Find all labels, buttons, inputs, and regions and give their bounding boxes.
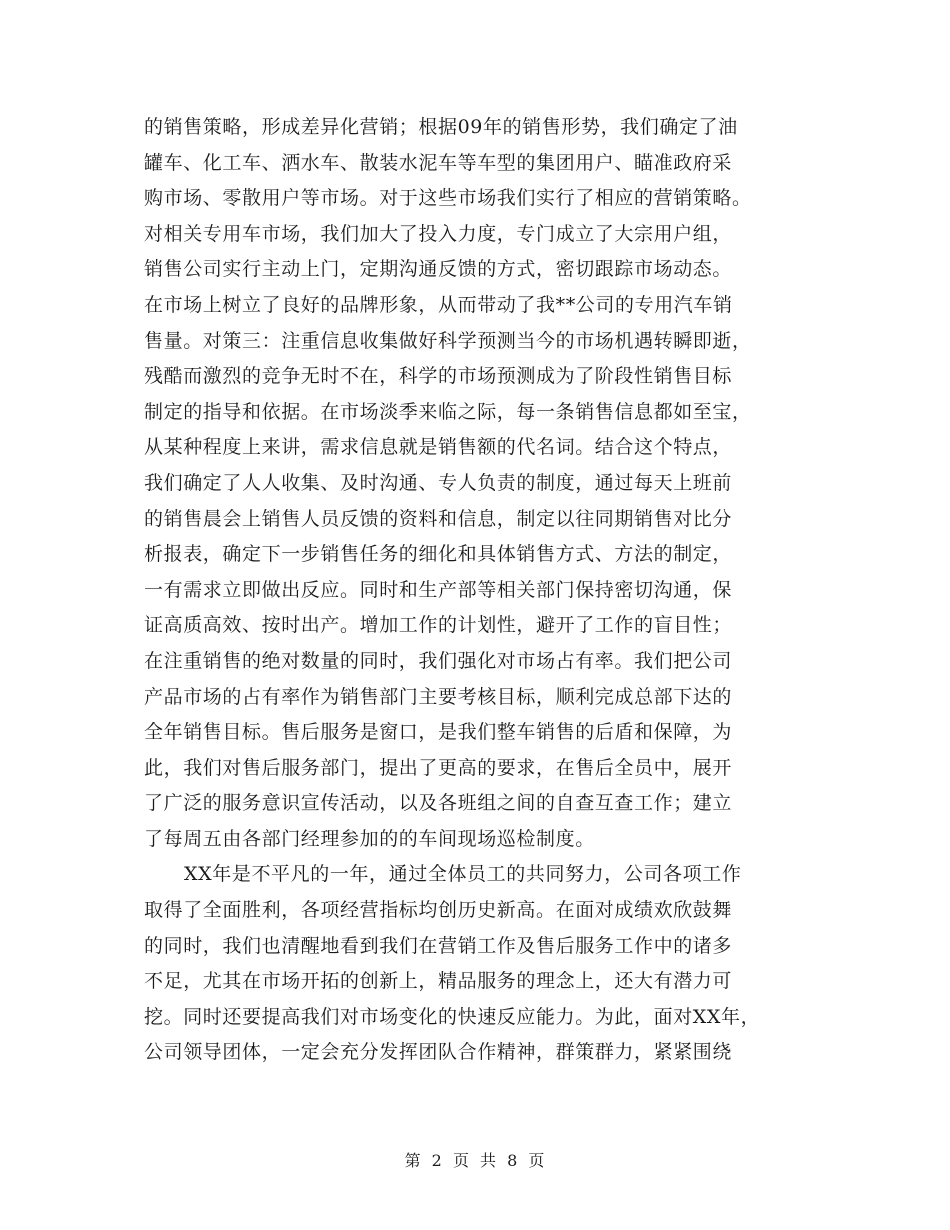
- paragraph-2-line-1: XX年是不平凡的一年，通过全体员工的共同努力，公司各项工作: [184, 863, 742, 886]
- paragraph-1-line-21: 了每周五由各部门经理参加的的车间现场巡检制度。: [144, 827, 595, 850]
- paragraph-1-line-19: 此，我们对售后服务部门，提出了更高的要求，在售后全员中，展开: [144, 756, 733, 779]
- paragraph-1-line-5: 销售公司实行主动上门，定期沟通反馈的方式，密切跟踪市场动态。: [144, 258, 733, 281]
- paragraph-1-line-2: 罐车、化工车、洒水车、散装水泥车等车型的集团用户、瞄准政府采: [144, 151, 733, 174]
- paragraph-1-line-18: 全年销售目标。售后服务是窗口，是我们整车销售的后盾和保障，为: [144, 721, 733, 744]
- paragraph-1-line-4: 对相关专用车市场，我们加大了投入力度，专门成立了大宗用户组，: [144, 222, 733, 245]
- paragraph-1-line-6: 在市场上树立了良好的品牌形象，从而带动了我**公司的专用汽车销: [144, 293, 733, 316]
- paragraph-1-line-14: 一有需求立即做出反应。同时和生产部等相关部门保持密切沟通，保: [144, 578, 733, 601]
- paragraph-1-line-11: 我们确定了人人收集、及时沟通、专人负责的制度，通过每天上班前: [144, 471, 733, 494]
- page-footer: 第 2 页 共 8 页: [404, 1151, 546, 1170]
- paragraph-1-line-20: 了广泛的服务意识宣传活动，以及各班组之间的自查互查工作；建立: [144, 792, 733, 815]
- paragraph-1-line-7: 售量。对策三：注重信息收集做好科学预测当今的市场机遇转瞬即逝，: [144, 329, 752, 352]
- paragraph-1-line-3: 购市场、零散用户等市场。对于这些市场我们实行了相应的营销策略。: [144, 187, 752, 210]
- paragraph-2-line-2: 取得了全面胜利，各项经营指标均创历史新高。在面对成绩欢欣鼓舞: [144, 899, 733, 922]
- paragraph-1-line-10: 从某种程度上来讲，需求信息就是销售额的代名词。结合这个特点，: [144, 436, 733, 459]
- paragraph-1-line-9: 制定的指导和依据。在市场淡季来临之际，每一条销售信息都如至宝，: [144, 400, 752, 423]
- paragraph-2-line-6: 公司领导团体，一定会充分发挥团队合作精神，群策群力，紧紧围绕: [144, 1041, 733, 1064]
- paragraph-2-line-5: 挖。同时还要提高我们对市场变化的快速反应能力。为此，面对XX年，: [144, 1005, 761, 1028]
- paragraph-2-line-3: 的同时，我们也清醒地看到我们在营销工作及售后服务工作中的诸多: [144, 934, 733, 957]
- paragraph-1-line-8: 残酷而激烈的竞争无时不在，科学的市场预测成为了阶段性销售目标: [144, 365, 733, 388]
- paragraph-1-line-1: 的销售策略，形成差异化营销；根据09年的销售形势，我们确定了油: [144, 116, 738, 138]
- paragraph-1-line-17: 产品市场的占有率作为销售部门主要考核目标，顺利完成总部下达的: [144, 685, 733, 708]
- paragraph-1-line-15: 证高质高效、按时出产。增加工作的计划性，避开了工作的盲目性；: [144, 614, 733, 637]
- paragraph-1-line-13: 析报表，确定下一步销售任务的细化和具体销售方式、方法的制定，: [144, 543, 733, 566]
- paragraph-2-line-4: 不足，尤其在市场开拓的创新上，精品服务的理念上，还大有潜力可: [144, 970, 733, 993]
- document-body: [144, 110, 814, 1071]
- paragraph-1-line-16: 在注重销售的绝对数量的同时，我们强化对市场占有率。我们把公司: [144, 649, 733, 672]
- paragraph-1-line-12: 的销售晨会上销售人员反馈的资料和信息，制定以往同期销售对比分: [144, 507, 733, 530]
